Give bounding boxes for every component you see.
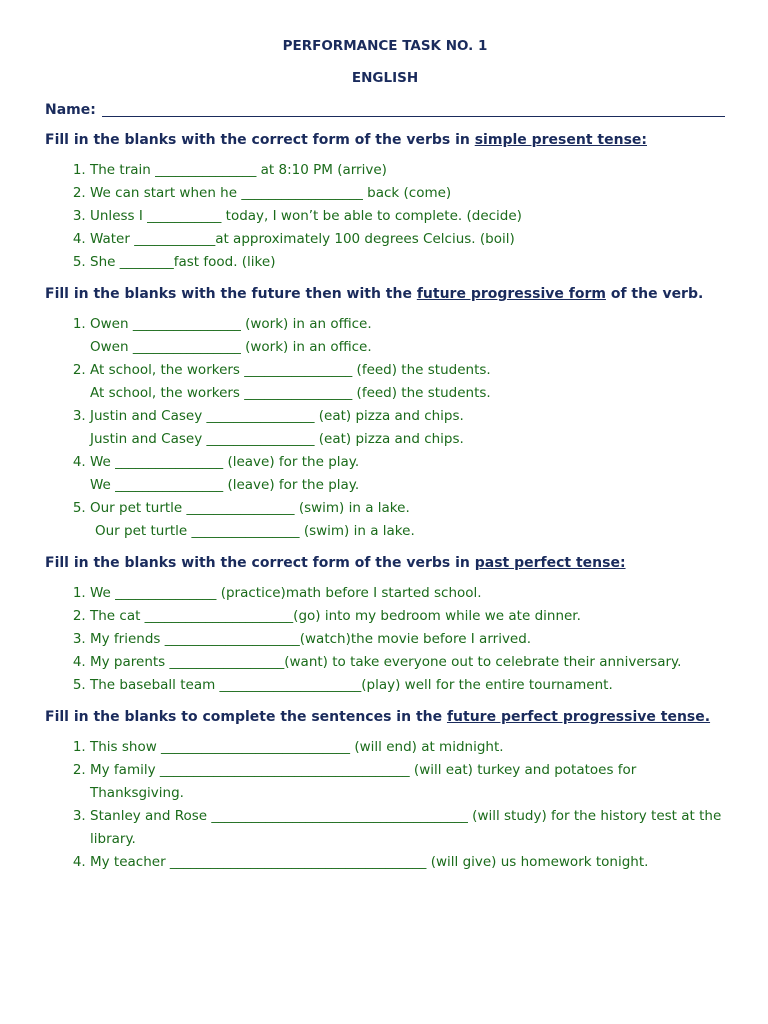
section4-tense-link: future perfect progressive tense. bbox=[446, 709, 711, 725]
list-item bbox=[90, 451, 725, 497]
list-item: 3. My friends ____________________(watch)the movie before I arrived. bbox=[90, 628, 725, 651]
section3-instruction-text: Fill in the blanks with the correct form of the verbs in bbox=[45, 555, 475, 571]
section1-tense-link: simple present tense: bbox=[474, 132, 647, 148]
section3-list bbox=[45, 582, 725, 697]
list-item: 5. The baseball team _____________________(play) well for the entire tournament. bbox=[90, 674, 725, 697]
list-item: 3. Stanley and Rose ______________________________________ (will study) for the history test at the library. bbox=[90, 805, 725, 851]
subject-title: ENGLISH bbox=[351, 70, 419, 86]
future-progressive-sentence: Our pet turtle ________________ (swim) in a lake. bbox=[95, 523, 415, 539]
section2-tense-link: future progressive form bbox=[416, 286, 606, 302]
list-item: 5. She ________fast food. (like) bbox=[90, 251, 725, 274]
section2-list bbox=[45, 313, 725, 543]
future-progressive-sentence: Justin and Casey ________________ (eat) pizza and chips. bbox=[90, 431, 464, 447]
section3-tense-link: past perfect tense: bbox=[474, 555, 626, 571]
section1-list bbox=[45, 159, 725, 274]
future-sentence: 5. Our pet turtle ________________ (swim) in a lake. bbox=[90, 500, 410, 516]
list-item bbox=[90, 359, 725, 405]
future-sentence: 1. Owen ________________ (work) in an office. bbox=[90, 316, 372, 332]
list-item bbox=[90, 405, 725, 451]
section4-instruction bbox=[45, 706, 725, 729]
name-field-row bbox=[45, 100, 725, 120]
section1-instruction-text: Fill in the blanks with the correct form of the verbs in bbox=[45, 132, 475, 148]
list-item: 4. Water ____________at approximately 100 degrees Celcius. (boil) bbox=[90, 228, 725, 251]
list-item bbox=[90, 313, 725, 359]
list-item bbox=[90, 497, 725, 543]
future-progressive-sentence: At school, the workers ________________ (feed) the students. bbox=[90, 385, 491, 401]
page-title: PERFORMANCE TASK NO. 1 bbox=[282, 38, 488, 54]
section2-instruction bbox=[45, 283, 725, 306]
list-item: 3. Unless I ___________ today, I won’t be able to complete. (decide) bbox=[90, 205, 725, 228]
name-blank-line[interactable] bbox=[102, 102, 725, 117]
section3-instruction bbox=[45, 552, 725, 575]
worksheet-page bbox=[45, 36, 725, 874]
future-sentence: 3. Justin and Casey ________________ (eat) pizza and chips. bbox=[90, 408, 464, 424]
list-item: 4. My parents _________________(want) to take everyone out to celebrate their anniversary. bbox=[90, 651, 725, 674]
section2-instruction-text: Fill in the blanks with the future then with the bbox=[45, 286, 417, 302]
list-item: 1. We _______________ (practice)math before I started school. bbox=[90, 582, 725, 605]
future-progressive-sentence: Owen ________________ (work) in an office. bbox=[90, 339, 372, 355]
list-item: 2. My family _____________________________________ (will eat) turkey and potatoes for Thanksgiving. bbox=[90, 759, 725, 805]
name-label: Name: bbox=[45, 102, 96, 118]
list-item: 4. My teacher ______________________________________ (will give) us homework tonight. bbox=[90, 851, 725, 874]
future-progressive-sentence: We ________________ (leave) for the play. bbox=[90, 477, 360, 493]
future-sentence: 2. At school, the workers ________________ (feed) the students. bbox=[90, 362, 491, 378]
section4-instruction-text: Fill in the blanks to complete the sentences in the bbox=[45, 709, 447, 725]
future-sentence: 4. We ________________ (leave) for the play. bbox=[90, 454, 360, 470]
section1-instruction bbox=[45, 129, 725, 152]
list-item: 1. The train _______________ at 8:10 PM (arrive) bbox=[90, 159, 725, 182]
list-item: 1. This show ____________________________ (will end) at midnight. bbox=[90, 736, 725, 759]
section4-list bbox=[45, 736, 725, 874]
list-item: 2. The cat ______________________(go) into my bedroom while we ate dinner. bbox=[90, 605, 725, 628]
section2-instruction-end: of the verb. bbox=[605, 286, 704, 302]
list-item: 2. We can start when he __________________ back (come) bbox=[90, 182, 725, 205]
